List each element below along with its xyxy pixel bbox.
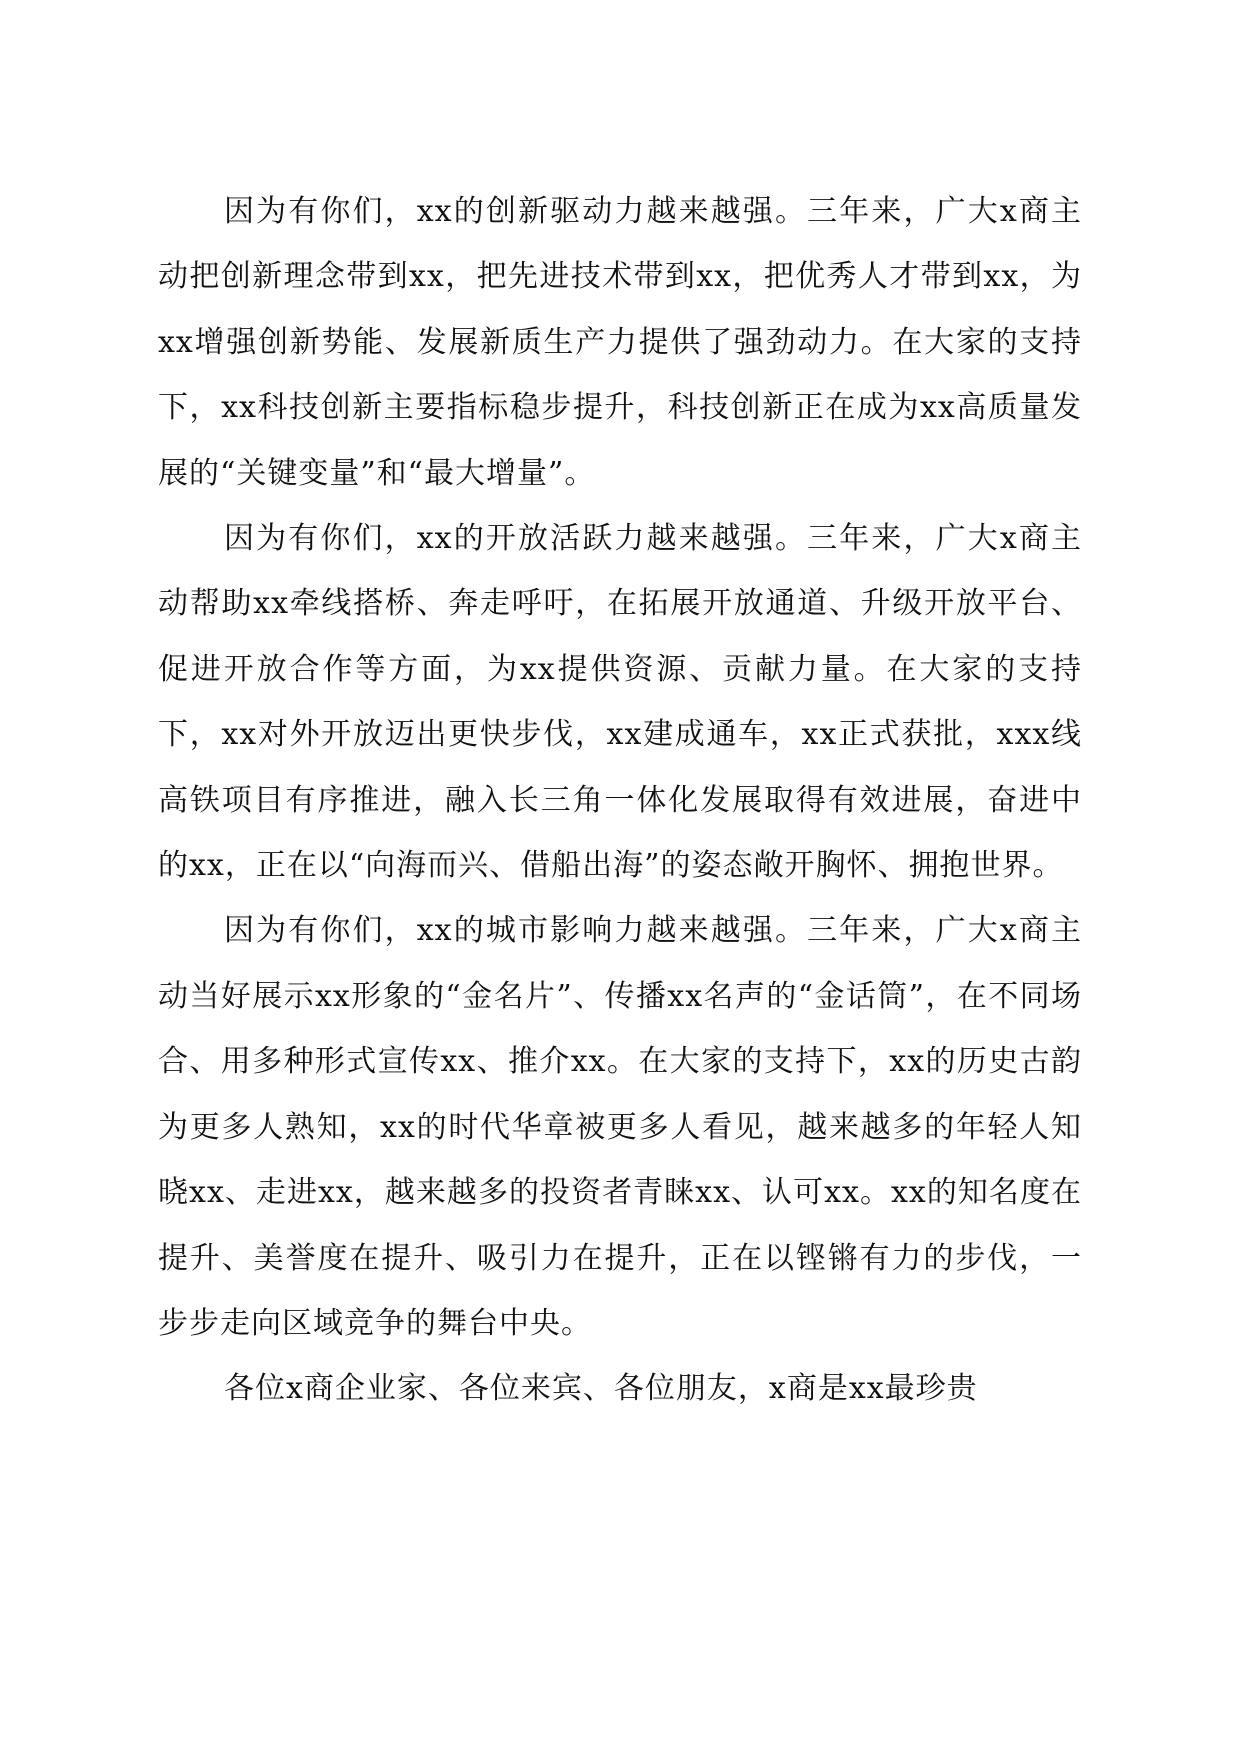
paragraph-openness: 因为有你们，xx的开放活跃力越来越强。三年来，广大x商主动帮助xx牵线搭桥、奔走呼吁，在拓展开放通道、升级开放平台、促进开放合作等方面，为xx提供资源、贡献力量。在大家的支持下，xx对外开放迈出更快步伐，xx建成通车，xx正式获批，xxx线高铁项目有序推进，融入长三角一体化发展取得有效进展，奋进中的xx，正在以“向海而兴、借船出海”的姿态敞开胸怀、拥抱世界。 [158,521,1082,884]
paragraph-address: 各位x商企业家、各位来宾、各位朋友，x商是xx最珍贵 [224,1371,978,1407]
paragraph-innovation: 因为有你们，xx的创新驱动力越来越强。三年来，广大x商主动把创新理念带到xx，把先进技术带到xx，把优秀人才带到xx，为xx增强创新势能、发展新质生产力提供了强劲动力。在大家的支持下，xx科技创新主要指标稳步提升，科技创新正在成为xx高质量发展的“关键变量”和“最大增量”。 [158,194,1082,491]
document-body [158,179,1082,1422]
paragraph-influence: 因为有你们，xx的城市影响力越来越强。三年来，广大x商主动当好展示xx形象的“金名片”、传播xx名声的“金话筒”，在不同场合、用多种形式宣传xx、推介xx。在大家的支持下，xx的历史古韵为更多人熟知，xx的时代华章被更多人看见，越来越多的年轻人知晓xx、走进xx，越来越多的投资者青睐xx、认可xx。xx的知名度在提升、美誉度在提升、吸引力在提升，正在以铿锵有力的步伐，一步步走向区域竞争的舞台中央。 [158,913,1082,1341]
